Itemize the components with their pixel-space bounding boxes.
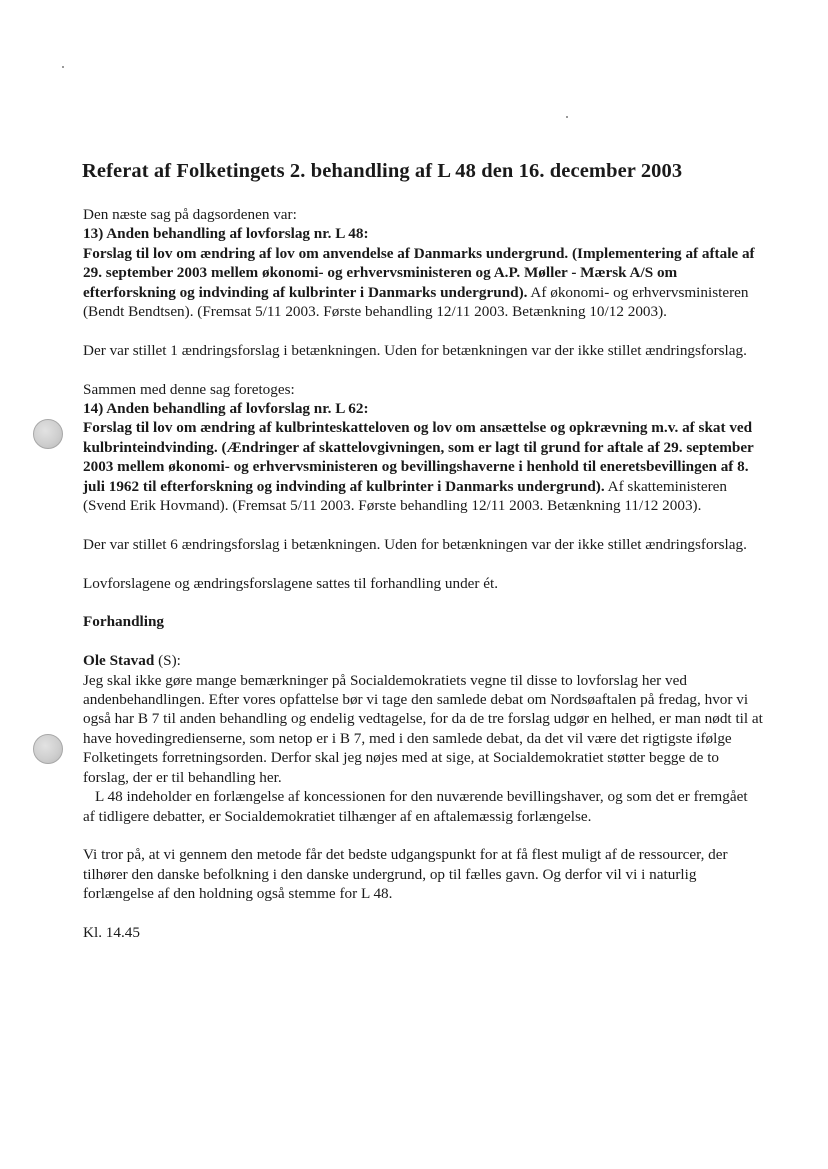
item14-intro: Sammen med denne sag foretoges: <box>83 380 295 398</box>
joint-debate-note: Lovforslagene og ændringsforslagene sattes til forhandling under ét. <box>83 574 499 592</box>
item14-bill-title <box>83 418 763 515</box>
scan-speck <box>62 66 64 68</box>
item13-heading: 13) Anden behandling af lovforslag nr. L 48: <box>83 225 369 243</box>
punch-hole-upper <box>33 419 63 449</box>
section-heading: Forhandling <box>83 613 165 631</box>
speaker-name: Ole Stavad <box>83 652 155 670</box>
speaker-party: (S): <box>154 652 181 670</box>
item14-bill-details: Af skatteministeren (Svend Erik Hovmand). (Fremsat 5/11 2003. Første behandling 12/11 2003. Betænkning 11/12 2003). <box>83 477 727 515</box>
punch-hole-lower <box>33 734 63 764</box>
time-stamp: Kl. 14.45 <box>83 923 140 941</box>
scan-speck <box>566 116 568 118</box>
item14-heading: 14) Anden behandling af lovforslag nr. L 62: <box>83 400 369 418</box>
item13-bill-title <box>83 244 763 322</box>
item13-bill-title-bold: Forslag til lov om ændring af lov om anvendelse af Danmarks undergrund. (Implementering af aftale af 29. september 2003 mellem økonomi- og erhvervsministeren og A.P. Møller - Mærsk A/S om efterforskning og indvinding af kulbrinter i Danmarks undergrund). <box>83 244 755 301</box>
speech-paragraph-2: L 48 indeholder en forlængelse af koncessionen for den nuværende bevillingshaver, og som det er fremgået af tidligere debatter, er Socialdemokratiet tilhænger af en aftalemæssig forlængelse. <box>83 788 748 825</box>
item13-intro: Den næste sag på dagsordenen var: <box>83 206 297 223</box>
item14-bill-title-bold: Forslag til lov om ændring af kulbrinteskatteloven og lov om ansættelse og opkrævning m.v. af skat ved kulbrinteindvinding. (Ændringer af skattelovgivningen, som er lagt til grund for aftale af 29. september 2003 mellem økonomi- og erhvervsministeren og bevillingshaverne i henhold til eneretsbevillingen af 8. juli 1962 til efterforskning og indvinding af kulbrinter i Danmarks undergrund). <box>83 419 754 495</box>
speech-paragraph-1: Jeg skal ikke gøre mange bemærkninger på Socialdemokratiets vegne til disse to lovforslag her ved andenbehandlingen. Efter vores opfattelse bør vi tage den samlede debat om Nordsøaftalen på fredag, hvor vi også har B 7 til anden behandling og endelig vedtagelse, for da de tre forslag udgør en helhed, er man nødt til at have hovedingredienserne, som netop er i B 7, med i den samlede debat, da det vil være det rigtigste ifølge Folketingets forretningsorden. Derfor skal jeg nøjes med at sige, at Socialdemokratiet støtter begge de to forslag, der er til behandling her. <box>83 671 763 786</box>
speech-paragraph-3: Vi tror på, at vi gennem den metode får det bedste udgangspunkt for at få flest muligt af de ressourcer, der tilhører den danske befolkning i den danske undergrund, op til fælles gavn. Og derfor vil vi i naturlig forlængelse af den holdning også stemme for L 48. <box>83 846 728 903</box>
document-body <box>83 205 763 942</box>
speaker-line <box>83 651 763 670</box>
item14-amendments: Der var stillet 6 ændringsforslag i betænkningen. Uden for betænkningen var der ikke stillet ændringsforslag. <box>83 535 747 553</box>
page-title: Referat af Folketingets 2. behandling af L 48 den 16. december 2003 <box>82 160 683 182</box>
item13-bill-details: Af økonomi- og erhvervsministeren (Bendt Bendtsen). (Fremsat 5/11 2003. Første behandling 12/11 2003. Betænkning 10/12 2003). <box>83 283 749 321</box>
item13-amendments: Der var stillet 1 ændringsforslag i betænkningen. Uden for betænkningen var der ikke stillet ændringsforslag. <box>83 341 747 359</box>
